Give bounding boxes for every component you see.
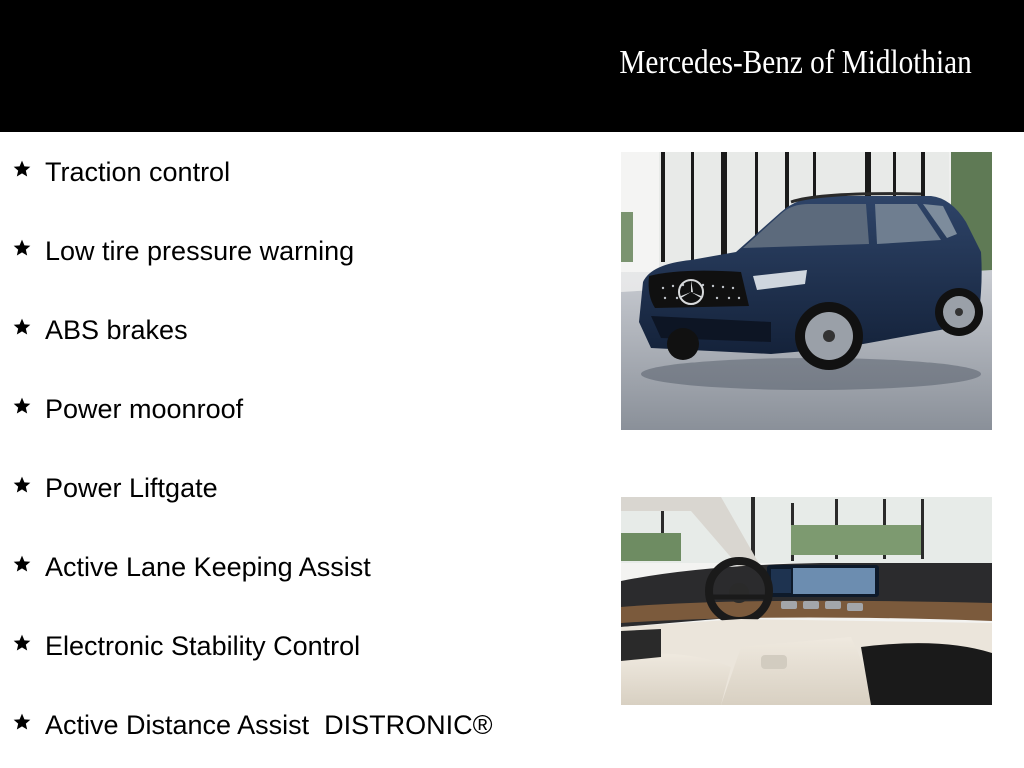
dealer-name: Mercedes-Benz of Midlothian [619, 44, 972, 81]
feature-label: Electronic Stability Control [45, 630, 361, 661]
suv-exterior-photo [621, 152, 992, 430]
feature-label: Power Liftgate [45, 472, 218, 503]
star-icon [12, 475, 32, 495]
star-icon [12, 554, 32, 574]
suv-interior-photo [621, 497, 992, 705]
feature-item [12, 705, 493, 745]
feature-label: Traction control [45, 156, 231, 187]
star-icon [12, 159, 32, 179]
star-icon [12, 396, 32, 416]
header-bar [0, 0, 1024, 132]
feature-item [12, 310, 188, 350]
feature-item [12, 389, 243, 429]
feature-item [12, 152, 230, 192]
feature-item [12, 468, 218, 508]
feature-item [12, 547, 371, 587]
star-icon [12, 633, 32, 653]
star-icon [12, 238, 32, 258]
star-icon [12, 712, 32, 732]
feature-label: Active Distance Assist DISTRONIC® [45, 709, 493, 740]
feature-label: Low tire pressure warning [45, 235, 355, 266]
feature-item [12, 626, 360, 666]
feature-label: Active Lane Keeping Assist [45, 551, 371, 582]
feature-label: Power moonroof [45, 393, 244, 424]
feature-item [12, 231, 354, 271]
feature-label: ABS brakes [45, 314, 188, 345]
star-icon [12, 317, 32, 337]
